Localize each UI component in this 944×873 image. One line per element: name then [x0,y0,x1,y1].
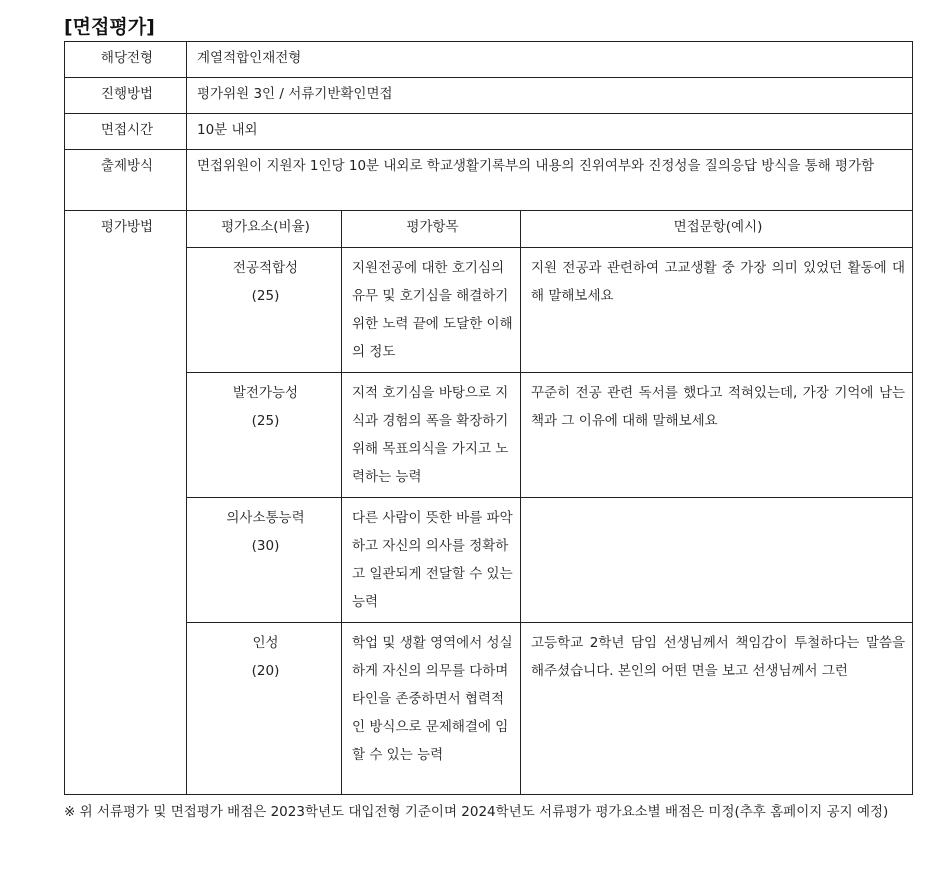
value-format: 면접위원이 지원자 1인당 10분 내외로 학교생활기록부의 내용의 진위여부와 진정성을 질의응답 방식을 통해 평가함 [187,150,913,211]
element-cell [187,623,342,795]
header-criteria: 평가항목 [342,211,521,248]
row-method [65,78,913,114]
label-time: 면접시간 [65,114,187,150]
section-title: [면접평가] [64,16,155,38]
element-cell [187,498,342,623]
row-type [65,42,913,78]
row-time [65,114,913,150]
table-row [65,498,913,623]
element-name: 전공적합성 [232,260,299,276]
element-name: 의사소통능력 [226,510,305,526]
question-cell: 고등학교 2학년 담임 선생님께서 책임감이 투철하다는 말씀을 해주셨습니다. 본인의 어떤 면을 보고 선생님께서 그런 [521,623,913,795]
value-method: 평가위원 3인 / 서류기반확인면접 [187,78,913,114]
element-ratio: (25) [251,413,280,429]
element-name: 발전가능성 [232,385,299,401]
label-type: 해당전형 [65,42,187,78]
footnote: ※ 위 서류평가 및 면접평가 배점은 2023학년도 대입전형 기준이며 2024학년도 서류평가 평가요소별 배점은 미정(추후 홈페이지 공지 예정) [64,804,889,820]
question-cell: 꾸준히 전공 관련 독서를 했다고 적혀있는데, 가장 기억에 남는 책과 그 이유에 대해 말해보세요 [521,373,913,498]
question-cell: 지원 전공과 관련하여 고교생활 중 가장 의미 있었던 활동에 대해 말해보세요 [521,248,913,373]
value-type: 계열적합인재전형 [187,42,913,78]
element-cell [187,248,342,373]
question-cell [521,498,913,623]
element-cell [187,373,342,498]
element-ratio: (25) [251,288,280,304]
header-question: 면접문항(예시) [521,211,913,248]
label-method: 진행방법 [65,78,187,114]
row-format [65,150,913,211]
label-format: 출제방식 [65,150,187,211]
criteria-cell: 학업 및 생활 영역에서 성실하게 자신의 의무를 다하며 타인을 존중하면서 협력적인 방식으로 문제해결에 임할 수 있는 능력 [342,623,521,795]
table-row [65,248,913,373]
criteria-cell: 지적 호기심을 바탕으로 지식과 경험의 폭을 확장하기 위해 목표의식을 가지고 노력하는 능력 [342,373,521,498]
criteria-cell: 지원전공에 대한 호기심의 유무 및 호기심을 해결하기 위한 노력 끝에 도달한 이해의 정도 [342,248,521,373]
label-evaluation: 평가방법 [65,211,187,795]
element-ratio: (30) [251,538,280,554]
element-name: 인성 [252,635,279,651]
interview-evaluation-table [64,41,913,795]
header-element: 평가요소(비율) [187,211,342,248]
element-ratio: (20) [251,663,280,679]
table-row [65,373,913,498]
criteria-cell: 다른 사람이 뜻한 바를 파악하고 자신의 의사를 정확하고 일관되게 전달할 수 있는 능력 [342,498,521,623]
table-row [65,623,913,795]
row-eval-header [65,211,913,248]
value-time: 10분 내외 [187,114,913,150]
